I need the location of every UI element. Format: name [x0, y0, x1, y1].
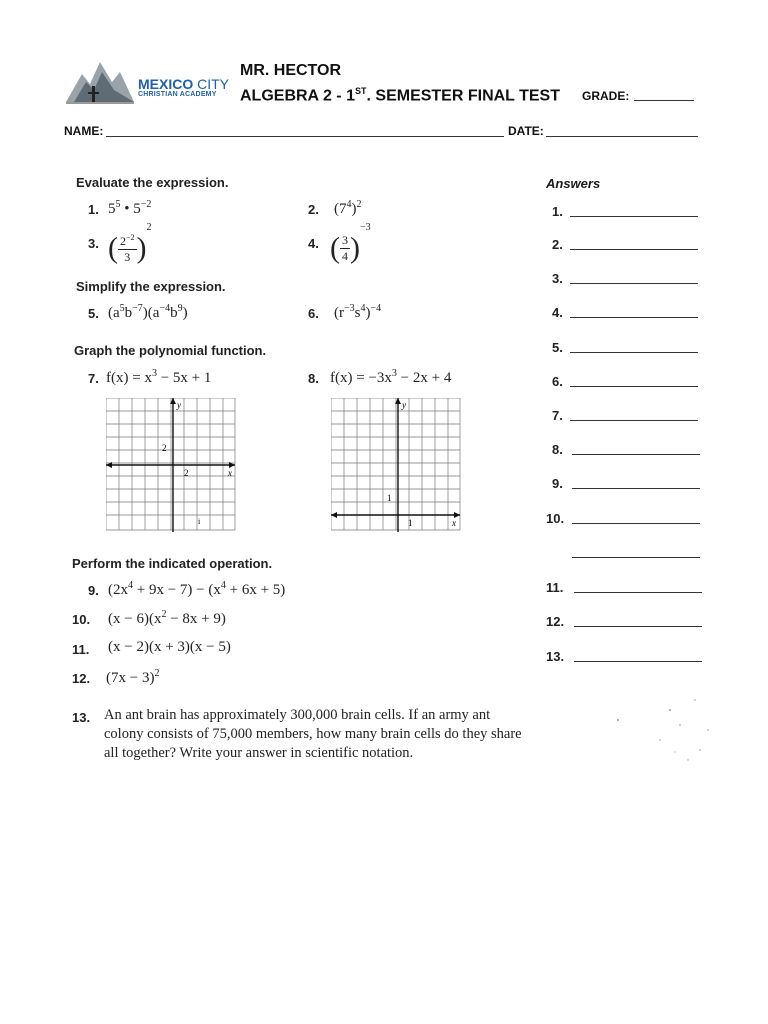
logo-title: MEXICO CITY	[138, 76, 230, 92]
question-2-expression: $(7^4)^2$	[334, 199, 362, 217]
question-11-expression: (x − 2)(x + 3)(x − 5)	[108, 639, 231, 655]
y-tick-label: 2	[162, 443, 167, 453]
question-number: 3.	[88, 236, 99, 251]
question-7-expression: $f(x) = x^3 - 5x + 1$	[106, 368, 212, 386]
school-logo	[64, 56, 230, 108]
question-5-expression: $(a^5b^{-7})(a^{-4}b^9)$	[108, 303, 188, 321]
question-number: 12.	[72, 671, 91, 686]
grade-field[interactable]	[634, 100, 694, 101]
answer-number: 12.	[546, 614, 565, 629]
logo-subtitle: CHRISTIAN ACADEMY	[138, 91, 217, 98]
answer-field-13[interactable]	[574, 661, 702, 662]
answer-number: 11.	[546, 580, 564, 595]
answer-number: 1.	[552, 204, 563, 219]
answer-field-5[interactable]	[570, 352, 698, 353]
answer-field-11[interactable]	[574, 592, 702, 593]
x-arrow-left-icon	[331, 512, 337, 518]
date-field[interactable]	[546, 136, 698, 137]
answer-number: 13.	[546, 649, 565, 664]
answer-field-9[interactable]	[572, 488, 700, 489]
answer-number: 3.	[552, 271, 563, 286]
question-13-text: An ant brain has approximately 300,000 brain cells. If an army ant colony consists of 75,000 members, how many brain cells do they share all together? Write your answer in scientific notation.	[104, 707, 522, 761]
y-tick-label: 1	[387, 493, 392, 503]
test-title: ALGEBRA 2 - 1ST. SEMESTER FINAL TEST	[240, 86, 560, 105]
x-axis-label: x	[228, 468, 232, 478]
teacher-name: MR. HECTOR	[240, 62, 342, 79]
question-4-expression: ( $\frac{3}{4}$ )$^{-3}$	[330, 222, 371, 265]
answer-field-7[interactable]	[570, 420, 698, 421]
stray-mark: i	[198, 517, 201, 526]
question-number: 7.	[88, 371, 99, 386]
graph-8-grid[interactable]	[331, 398, 461, 532]
question-number: 2.	[308, 202, 319, 217]
answer-number: 5.	[552, 340, 563, 355]
section-simplify: Simplify the expression.	[76, 279, 226, 294]
answer-field-12[interactable]	[574, 626, 702, 627]
answer-number: 8.	[552, 442, 563, 457]
question-3-expression: ( $\frac{2^{-2}}{3}$ )$^2$	[108, 222, 152, 265]
question-1-expression: $5^5$ • $5^{-2}$	[108, 199, 152, 217]
answer-field-3[interactable]	[570, 283, 698, 284]
section-evaluate: Evaluate the expression.	[76, 175, 229, 190]
mountain-logo-icon	[64, 56, 136, 108]
answer-field-2[interactable]	[570, 249, 698, 250]
answer-field-4[interactable]	[570, 317, 698, 318]
date-label: DATE:	[508, 124, 544, 138]
name-field[interactable]	[106, 136, 504, 137]
question-number: 6.	[308, 306, 319, 321]
x-tick-label: 2	[184, 468, 189, 478]
answer-number: 9.	[552, 476, 563, 491]
answer-number: 7.	[552, 408, 563, 423]
name-label: NAME:	[64, 124, 104, 138]
scan-noise	[600, 680, 720, 780]
question-number: 9.	[88, 583, 99, 598]
question-number: 5.	[88, 306, 99, 321]
answer-field-10[interactable]	[572, 523, 700, 524]
answer-number: 6.	[552, 374, 563, 389]
question-number: 1.	[88, 202, 99, 217]
grade-label: GRADE:	[582, 89, 630, 103]
y-axis-label: y	[177, 400, 181, 410]
question-6-expression: $(r^{-3}s^4)^{-4}$	[334, 303, 382, 321]
answer-number: 4.	[552, 305, 563, 320]
x-axis-label: x	[452, 518, 456, 528]
y-axis-label: y	[402, 400, 406, 410]
question-number: 4.	[308, 236, 319, 251]
question-8-expression: $f(x) = -3x^3 - 2x + 4$	[330, 368, 452, 386]
answer-number: 2.	[552, 237, 563, 252]
question-number: 13.	[72, 710, 91, 725]
question-number: 11.	[72, 642, 90, 657]
question-number: 10.	[72, 612, 91, 627]
answer-field-6[interactable]	[570, 386, 698, 387]
answer-field-8[interactable]	[572, 454, 700, 455]
answer-number: 10.	[546, 511, 565, 526]
section-perform: Perform the indicated operation.	[72, 556, 273, 571]
x-tick-label: 1	[408, 518, 413, 528]
question-9-expression: $(2x^4 + 9x - 7) - (x^4 + 6x + 5)$	[108, 580, 286, 598]
question-10-expression: $(x - 6)(x^2 - 8x + 9)$	[108, 609, 226, 627]
answers-title: Answers	[546, 176, 601, 191]
section-graph: Graph the polynomial function.	[74, 343, 267, 358]
answer-field-10-extra[interactable]	[572, 557, 700, 558]
answer-field-1[interactable]	[570, 216, 698, 217]
question-number: 8.	[308, 371, 319, 386]
question-12-expression: $(7x - 3)^2$	[106, 668, 160, 686]
graph-7-grid[interactable]	[106, 398, 236, 532]
